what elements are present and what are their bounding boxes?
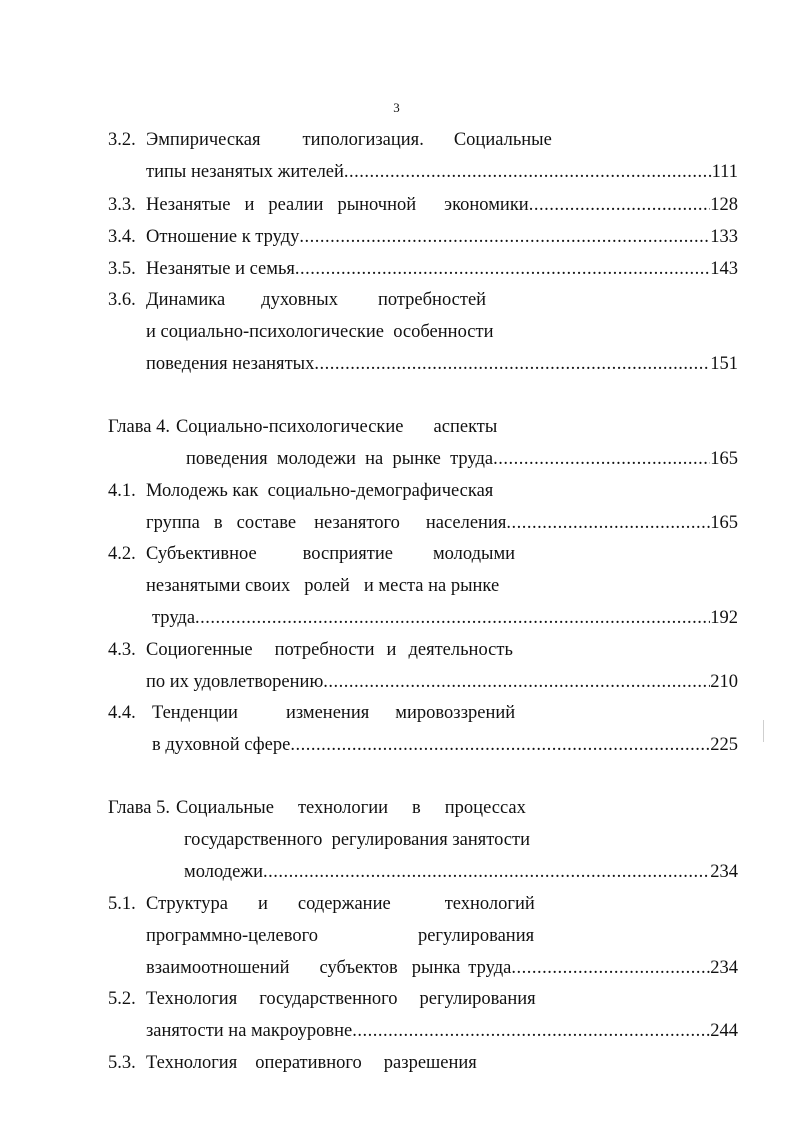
toc-entry-4-3-line-1: 4.3. Социогенные потребности и деятельность xyxy=(108,640,513,660)
chapter-4-heading: Глава 4. Социально-психологические аспекты xyxy=(108,417,498,437)
toc-entry-5-1-line-3: взаимоотношений субъектов рынка труда ..... 234 xyxy=(146,955,738,981)
toc-entry-4-3-line-2: по их удовлетворению ..... 210 xyxy=(146,669,738,695)
toc-entry-3-2-line-2: типы незанятых жителей ..... 111 xyxy=(146,159,738,185)
page-ref: 151 xyxy=(710,354,738,374)
chapter-5-heading: Глава 5. Социальные технологии в процессах xyxy=(108,798,526,818)
page-ref: 133 xyxy=(710,227,738,247)
toc-entry-4-2-line-3: труда ..... 192 xyxy=(152,605,738,631)
toc-entry-3-2-line-1: 3.2. Эмпирическая типологизация. Социальные xyxy=(108,130,552,150)
toc-entry-4-4-line-2: в духовной сфере ..... 225 xyxy=(152,732,738,758)
toc-entry-5-2-line-2: занятости на макроуровне ..... 244 xyxy=(146,1018,738,1044)
toc-entry-3-6-line-1: 3.6. Динамика духовных потребностей xyxy=(108,290,487,310)
toc-entry-4-1-line-2: группа в составе незанятого населения ..... 165 xyxy=(146,510,738,536)
page-ref: 128 xyxy=(710,195,738,215)
page-ref: 234 xyxy=(710,958,738,978)
toc-entry-4-2-line-2: незанятыми своих ролей и места на рынке xyxy=(146,576,500,596)
toc-entry-4-2-line-1: 4.2. Субъективное восприятие молодыми xyxy=(108,544,516,564)
toc-entry-3-3: 3.3. Незанятые и реалии рыночной экономики ..... 128 xyxy=(108,192,738,218)
page-ref: 210 xyxy=(710,672,738,692)
toc-entry-3-6-line-2: и социально-психологические особенности xyxy=(146,322,494,342)
chapter-5-heading-line-2: государственного регулирования занятости xyxy=(184,830,531,850)
toc-entry-4-4-line-1: 4.4. Тенденции изменения мировоззрений xyxy=(108,703,516,723)
toc-entry-5-3-line-1: 5.3. Технология оперативного разрешения xyxy=(108,1053,477,1073)
page-ref: 143 xyxy=(710,259,738,279)
page-ref: 244 xyxy=(710,1021,738,1041)
page-ref: 165 xyxy=(710,449,738,469)
toc-entry-3-5: 3.5. Незанятые и семья ..... 143 xyxy=(108,256,738,282)
page-number: 3 xyxy=(393,100,400,115)
toc-entry-5-2-line-1: 5.2. Технология государственного регулирования xyxy=(108,989,536,1009)
page-ref: 234 xyxy=(710,862,738,882)
page-ref: 192 xyxy=(710,608,738,628)
chapter-5-heading-line-3: молодежи ..... 234 xyxy=(184,859,738,885)
toc-entry-5-1-line-1: 5.1. Структура и содержание технологий xyxy=(108,894,535,914)
page-ref: 165 xyxy=(710,513,738,533)
scan-artifact xyxy=(763,720,764,742)
toc-entry-3-6-line-3: поведения незанятых ..... 151 xyxy=(146,351,738,377)
page-ref: 111 xyxy=(711,162,738,182)
toc-entry-3-4: 3.4. Отношение к труду ..... 133 xyxy=(108,224,738,250)
page-ref: 225 xyxy=(710,735,738,755)
toc-entry-4-1-line-1: 4.1. Молодежь как социально-демографическая xyxy=(108,481,494,501)
toc-entry-5-1-line-2: программно-целевого регулирования xyxy=(146,926,535,946)
chapter-4-heading-line-2: поведения молодежи на рынке труда ..... 165 xyxy=(186,446,738,472)
